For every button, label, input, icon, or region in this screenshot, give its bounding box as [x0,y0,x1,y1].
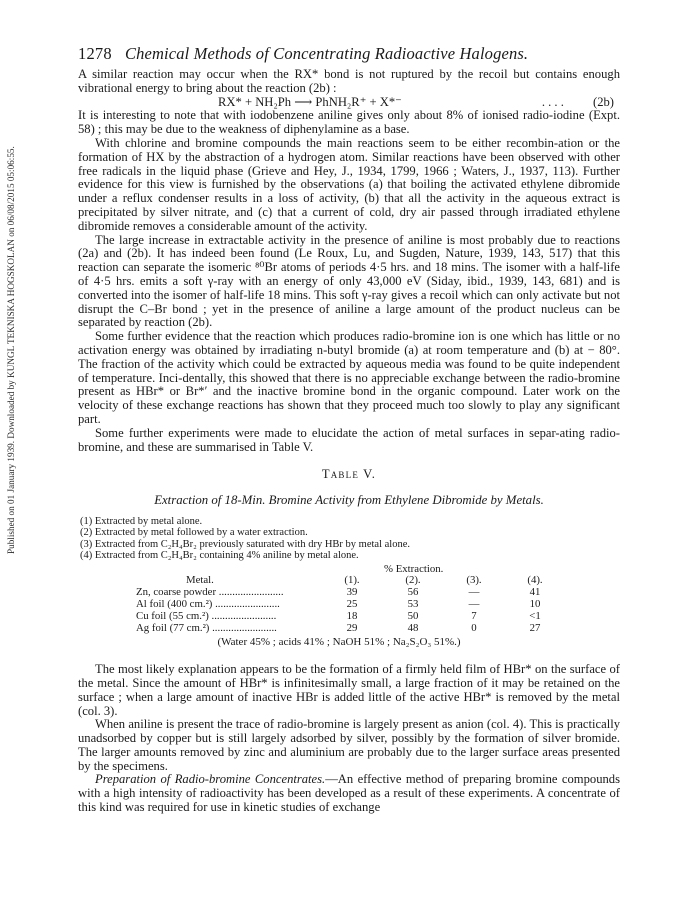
table-row [78,611,620,623]
download-notice-sidebar: Published on 01 January 1939. Downloaded by KUNGL TEKNISKA HOGSKOLAN on 06/08/2015 05:06:55. [6,146,16,554]
table-caption: Extraction of 18-Min. Bromine Activity from Ethylene Dibromide by Metals. [154,493,544,508]
table-cell: 56 [407,586,419,599]
paragraph: The most likely explanation appears to be the formation of a firmly held film of HBr* on the surface of the metal. Since the amount of HBr* is infinitesimally small, a large fraction of it may be retained on the surface ; when a large amount of inactive HBr is added little of the active HBr* is removed by the metal (col. 3). [78,662,620,718]
table-cell: 7 [471,609,477,622]
table-cell: 41 [529,586,541,599]
table-cell: 0 [471,621,477,634]
table-header-cell: (1). [344,574,360,587]
page-number: 1278 [78,44,112,63]
equation-dots: . . . . [541,94,564,109]
table-cell: 53 [407,597,419,610]
table-cell: Cu foil (55 cm.²) ........................ [136,609,277,622]
table-footnote: (Water 45% ; acids 41% ; NaOH 51% ; Na₂S₂O₃ 51%.) [217,636,461,649]
table-cell: Al foil (400 cm.²) ........................ [136,597,280,610]
paragraph: When aniline is present the trace of radio-bromine is largely present as anion (col. 4). This is practically unadsorbed by copper but is still largely adsorbed by silver, possibly by the formation of silver bromide. The larger amounts removed by zinc and aluminium are probably due to the larger surface areas presented by the specimens. [78,717,620,773]
table-cell: Zn, coarse powder ........................ [136,586,284,599]
equation-2b [78,96,620,110]
table-row [78,599,620,611]
section-text: —An effective method of preparing bromine compounds with a high intensity of radioactivity has been developed as a result of these experiments. A concentrate of this kind was required for use in kinetic studies of exchange [78,772,620,815]
table-notes [78,516,620,562]
table-header-cell: (2). [405,574,421,587]
table-note: (4) Extracted from C₂H₄Br₂ containing 4% aniline by metal alone. [80,550,359,562]
table-cell: 29 [346,621,358,634]
paragraph: The large increase in extractable activity in the presence of aniline is most probably due to reactions (2a) and (2b). It has indeed been found (Le Roux, Lu, and Sugden, Nature, 1939, 143, 517) that this reaction can separate the isomeric ⁸⁰Br atoms of periods 4·5 hrs. and 18 mins. The isomer with a half-life of 4·5 hrs. emits a soft γ-ray with an energy of only 43,000 eV (Siday, ibid., 1939, 143, 681) and is converted into the isomer of half-life 18 mins. This soft γ-ray gives a recoil which can only activate but not disrupt the C–Br bond ; yet in the presence of aniline a large amount of the product nucleus can be separated by reaction (2b). [78,232,620,330]
table-cell: 27 [529,621,541,634]
table-row [78,623,620,635]
paragraph: A similar reaction may occur when the RX* bond is not ruptured by the recoil but contains enough vibrational energy to bring about the reaction (2b) : [78,67,620,95]
table-cell: 48 [407,621,419,634]
table-header-cell: Metal. [186,574,214,587]
table-span-header: % Extraction. [384,562,444,575]
paragraph: It is interesting to note that with iodobenzene aniline gives only about 8% of ionised radio-iodine (Expt. 58) ; this may be due to the weakness of diphenylamine as a base. [78,108,620,137]
table-cell: Ag foil (77 cm.²) ........................ [136,621,277,634]
table-note: (1) Extracted by metal alone. [80,515,203,527]
table-title: Table V. [321,467,377,482]
table-note: (2) Extracted by metal followed by a water extraction. [80,527,308,539]
table-cell: 25 [346,597,358,610]
page-header [78,44,618,64]
paragraph: Some further experiments were made to elucidate the action of metal surfaces in separ-ating radio-bromine, and these are summarised in Table V. [78,425,620,454]
table-cell: — [468,597,480,610]
table-header-cell: (4). [527,574,543,587]
article-body [78,68,620,815]
running-title: Chemical Methods of Concentrating Radioactive Halogens. [124,44,529,63]
table-cell: — [468,586,480,599]
table-cell: 18 [346,609,358,622]
table-cell: 50 [407,609,419,622]
table-cell: 39 [346,586,358,599]
extraction-table [78,564,620,650]
table-cell: 10 [529,597,541,610]
table-cell: <1 [529,609,541,622]
table-header-cell: (3). [466,574,482,587]
table-note: (3) Extracted from C₂H₄Br₂ previously saturated with dry HBr by metal alone. [80,538,410,550]
paragraph: With chlorine and bromine compounds the main reactions seem to be either recombin-ation or the formation of HX by the abstraction of a hydrogen atom. Similar reactions have been observed with other free radicals in the liquid phase (Grieve and Hey, J., 1934, 1799, 1966 ; Waters, J., 1937, 113). Further evidence for this view is furnished by the observations (a) that boiling the activated ethylene dibromide under a reflux condenser results in a loss of activity, (b) that all the activity in the aqueous extract is precipitated by silver nitrate, and (c) that a current of cold, dry air passed through irradiated ethylene dibromide removes a considerable amount of the activity. [78,135,620,233]
equation-label: (2b) [593,94,614,109]
paragraph-final [78,773,620,814]
section-heading: Preparation of Radio-bromine Concentrates. [95,772,326,787]
equation-text: RX* + NH₂Ph ⟶ PhNH₂R⁺ + X*⁻ [218,94,402,109]
paragraph: Some further evidence that the reaction which produces radio-bromine ion is one which has little or no activation energy was obtained by irradiating n-butyl bromide (a) at room temperature and (b) at − 80°. The fraction of the activity which could be extracted by aqueous media was found to be quite independent of temperature. Inci-dentally, this showed that there is no appreciable exchange between the radio-bromine present as HBr* or Br*′ and the inactive bromine bond in the organic compound. Later work on the velocity of these exchange reactions has shown that they proceed much too slowly to play any significant part. [78,329,620,426]
